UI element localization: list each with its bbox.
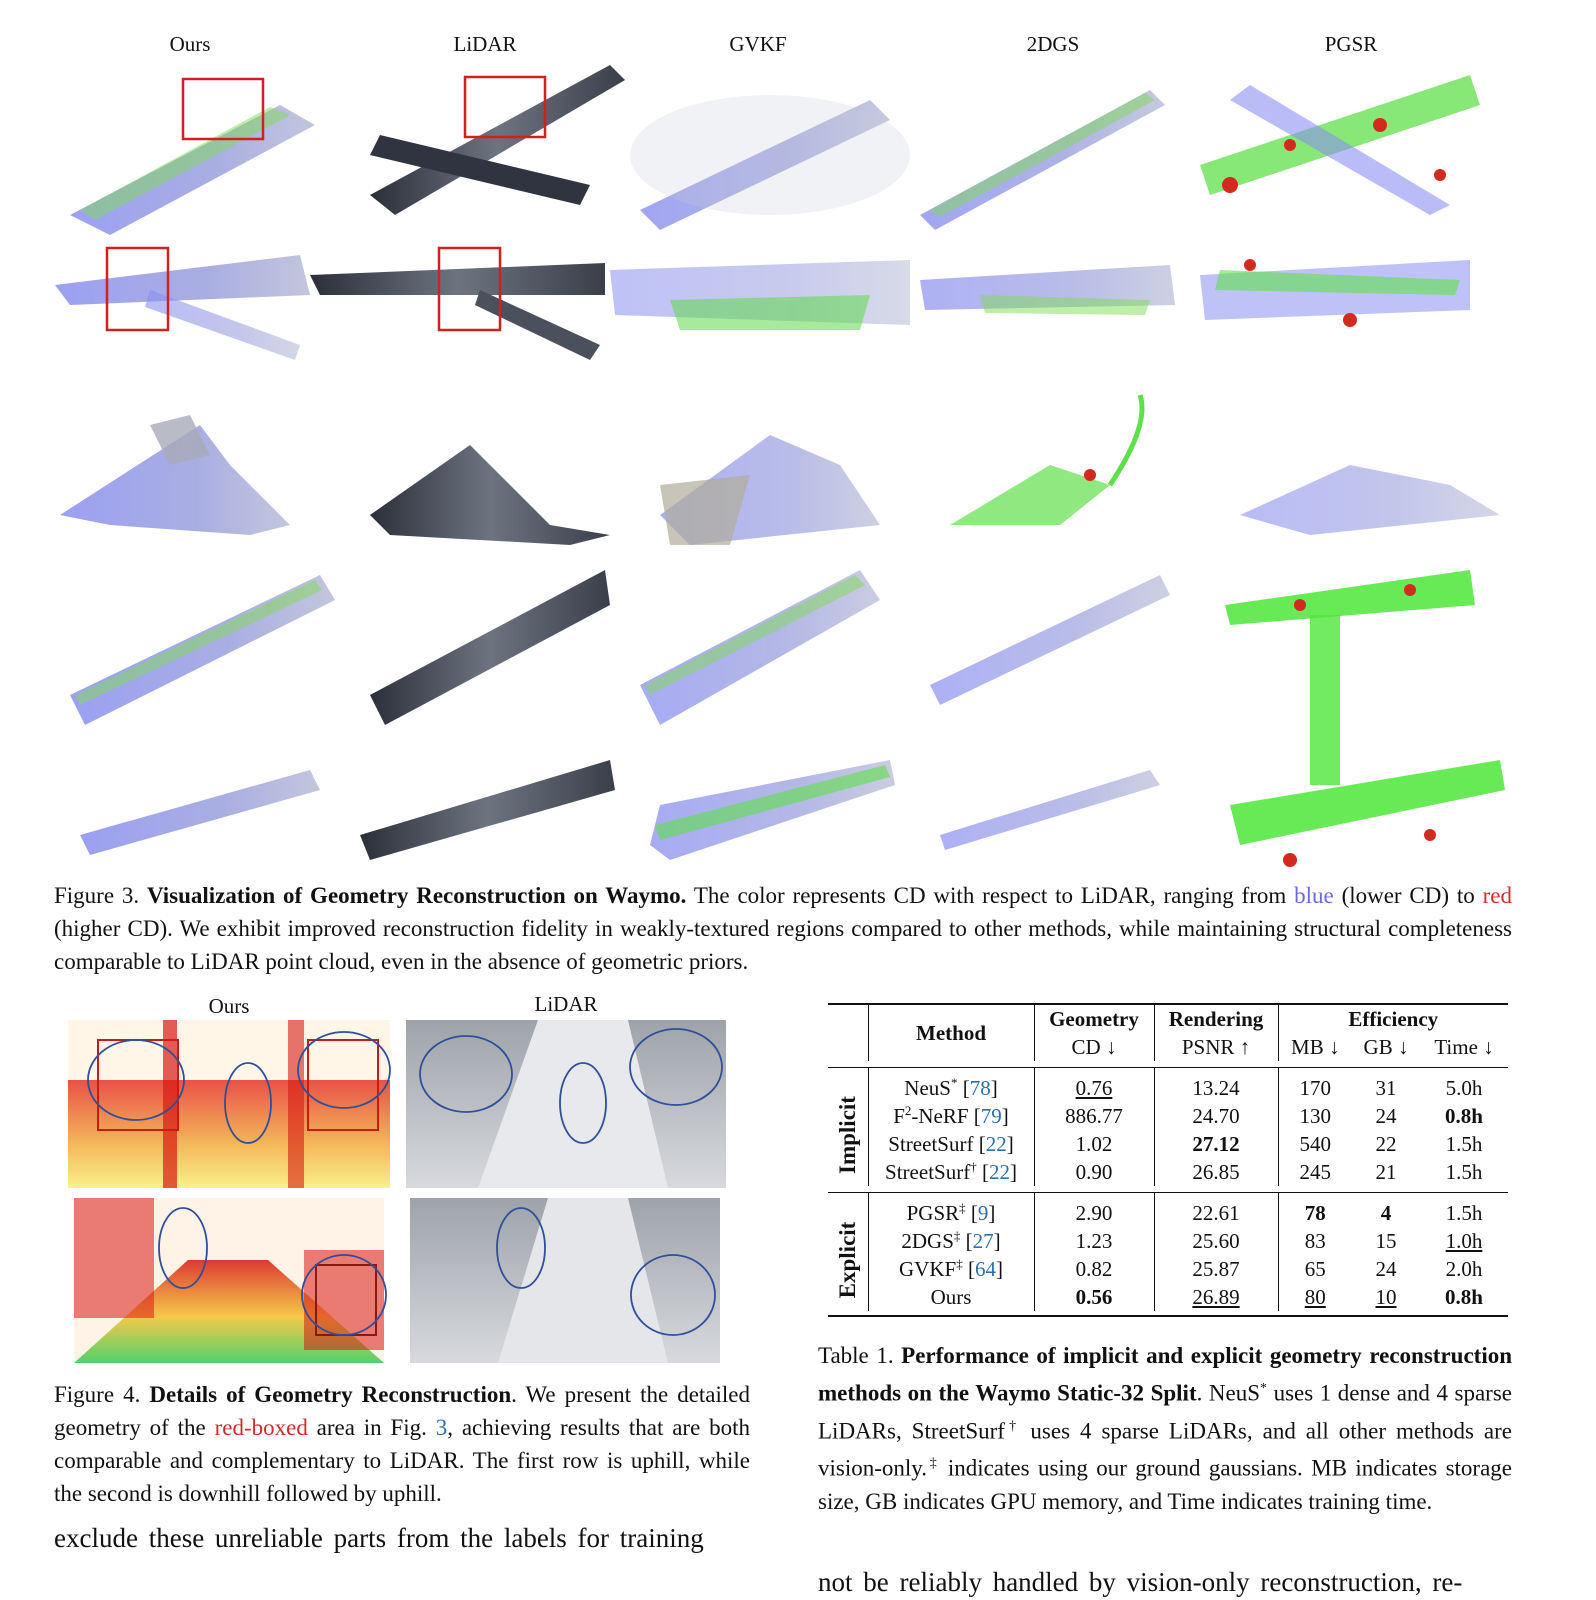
fig3-caption-c: (higher CD). We exhibit improved reconstruction fidelity in weakly-textured regions compared to other methods, while maintaining structural completeness comparable to LiDAR point cloud, even in the absence of geometric priors. [54,916,1512,974]
th-rendering: Rendering [1154,1005,1278,1033]
fig3-caption-b: (lower CD) to [1341,883,1475,908]
row-ours-method: Ours [868,1283,1034,1311]
fig4-col-lidar: LiDAR [534,992,598,1016]
fig3-col-2dgs: 2DGS [1026,32,1080,56]
th-mb: MB ↓ [1291,1034,1340,1059]
row-streetsurf-psnr: 27.12 [1154,1130,1278,1158]
fig3-col-gvkf: GVKF [729,32,787,56]
fig4-ours-uphill [68,1020,390,1188]
fig3-caption-prefix: Figure 3. [54,883,140,908]
fig4-caption-prefix: Figure 4. [54,1382,141,1407]
row-ours-psnr: 26.89 [1154,1283,1278,1311]
row-2dgs-mb: 83 [1304,1228,1326,1253]
row-2dgs-method: 2DGS‡ [27] [868,1227,1034,1255]
th-gb: GB ↓ [1363,1034,1409,1059]
group-implicit: Implicit [828,1074,868,1186]
fig4-caption-c: , achieving results that are both comparable and complementary to LiDAR. The first row is uphill, while the second is downhill followed by uphill. [54,1415,751,1506]
fig3-r2-lidar [310,248,605,360]
row-f2nerf-gb: 24 [1375,1103,1397,1128]
row-neus-method: NeuS* [78] [868,1074,1034,1102]
fig3-r1-2dgs [920,90,1165,230]
row-neus-cd: 0.76 [1034,1074,1154,1102]
row-ours-gb: 10 [1375,1284,1397,1309]
row-streetsurf-dagger-time: 1.5h [1445,1159,1483,1184]
row-streetsurf-dagger-gb: 21 [1375,1159,1397,1184]
fig4-detail-grid [68,1020,728,1365]
fig4-caption-a: . We present the detailed geometry of the [54,1382,750,1440]
row-ours-mb: 80 [1304,1284,1326,1309]
row-neus-gb: 31 [1375,1075,1397,1100]
fig3-caption-blue: blue [1294,883,1334,908]
fig3-r4-2dgs [930,575,1170,705]
row-gvkf-mb: 65 [1304,1256,1326,1281]
fig3-r1-ours [70,79,315,235]
fig3-r3-ours [60,415,290,535]
th-time: Time ↓ [1434,1034,1494,1059]
fig4-col-ours: Ours [208,994,250,1018]
row-f2nerf-cd: 886.77 [1034,1102,1154,1130]
fig4-caption-title: Details of Geometry Reconstruction [149,1382,512,1407]
fig3-r2-2dgs [920,265,1175,315]
row-pgsr-psnr: 22.61 [1154,1199,1278,1227]
fig4-caption-red: red-boxed [214,1415,308,1440]
figure4-caption [54,1378,750,1510]
fig3-r4-ours [70,575,335,725]
fig3-r4-pgsr [1225,570,1475,785]
row-f2nerf-psnr: 24.70 [1154,1102,1278,1130]
table1-caption-b: uses 1 dense and 4 sparse LiDARs, StreetSurf [818,1380,1512,1444]
row-pgsr-mb: 78 [1304,1200,1326,1225]
row-2dgs-cd: 1.23 [1034,1227,1154,1255]
fig4-lidar-downhill [410,1198,720,1363]
row-streetsurf-mb: 540 [1299,1131,1331,1156]
fig3-r3-lidar [370,445,610,545]
row-f2nerf-time: 0.8h [1445,1103,1483,1128]
fig3-r5-lidar [360,760,615,860]
row-streetsurf-dagger-method: StreetSurf† [22] [868,1158,1034,1186]
row-pgsr-method: PGSR‡ [9] [868,1199,1034,1227]
fig3-caption-a: The color represents CD with respect to LiDAR, ranging from [693,883,1287,908]
th-method: Method [868,1005,1034,1061]
row-2dgs-psnr: 25.60 [1154,1227,1278,1255]
group-explicit: Explicit [828,1199,868,1311]
table1-caption-prefix: Table 1. [818,1343,894,1368]
table1-caption-a: . NeuS [1196,1380,1261,1406]
row-streetsurf-gb: 22 [1375,1131,1397,1156]
fig3-r1-pgsr [1200,75,1480,215]
table1-caption: Table 1. Performance of implicit and explicit geometry reconstruction methods on the Waymo Static-32 Split. NeuS* uses 1 dense and 4 sparse LiDARs, StreetSurf† uses 4 sparse LiDARs, and all other methods are vision-only.‡ indicates using our ground gaussians. MB indicates storage size, GB indicates GPU memory, and Time indicates training time. [818,1343,1513,1514]
row-neus-psnr: 13.24 [1154,1074,1278,1102]
row-gvkf-gb: 24 [1375,1256,1397,1281]
fig3-r5-ours [80,770,320,855]
th-geometry: Geometry [1034,1005,1154,1033]
fig3-r3-gvkf [660,435,880,545]
row-gvkf-time: 2.0h [1445,1256,1483,1281]
figure3-caption [54,879,1512,978]
fig3-r4-gvkf [640,570,880,725]
fig3-col-pgsr: PGSR [1324,32,1378,56]
th-psnr: PSNR ↑ [1154,1033,1278,1061]
row-f2nerf-method: $F^2$-NeRF [79] [868,1102,1034,1130]
fig4-caption-b: area in Fig. [316,1415,427,1440]
row-gvkf-cd: 0.82 [1034,1255,1154,1283]
fig3-r5-gvkf [650,760,895,860]
table1 [828,1003,1508,1317]
row-pgsr-time: 1.5h [1445,1200,1483,1225]
th-efficiency: Efficiency [1348,1006,1439,1031]
fig4-ours-downhill [74,1198,386,1363]
fig3-r3-2dgs [950,395,1142,525]
table1-caption-title: Performance of implicit and explicit geometry reconstruction methods on the Waymo Static-32 Split [818,1343,1513,1406]
row-gvkf-psnr: 25.87 [1154,1255,1278,1283]
fig3-reconstruction-grid [50,45,1550,885]
row-neus-mb: 170 [1299,1075,1331,1100]
row-2dgs-time: 1.0h [1445,1228,1483,1253]
row-pgsr-gb: 4 [1380,1200,1392,1225]
fig4-lidar-uphill [406,1020,726,1188]
row-streetsurf-dagger-mb: 245 [1299,1159,1331,1184]
row-streetsurf-cd: 1.02 [1034,1130,1154,1158]
body-text-right: not be reliably handled by vision-only reconstruction, re- [818,1567,1463,1597]
row-ours-cd: 0.56 [1034,1283,1154,1311]
fig3-col-lidar: LiDAR [453,32,517,56]
row-streetsurf-time: 1.5h [1445,1131,1483,1156]
row-gvkf-method: GVKF‡ [64] [868,1255,1034,1283]
th-cd: CD ↓ [1034,1033,1154,1061]
fig4-caption-ref: 3 [435,1415,448,1440]
fig3-r4-lidar [370,570,610,725]
row-streetsurf-dagger-psnr: 26.85 [1154,1158,1278,1186]
fig3-r5-2dgs [940,770,1160,850]
fig3-r2-gvkf [610,260,910,330]
table1-grid [828,1005,1508,1311]
row-f2nerf-mb: 130 [1299,1103,1331,1128]
row-2dgs-gb: 15 [1375,1228,1397,1253]
fig3-caption-title: Visualization of Geometry Reconstruction on Waymo. [147,883,687,908]
row-ours-time: 0.8h [1445,1284,1483,1309]
row-neus-time: 5.0h [1445,1075,1483,1100]
fig3-r2-pgsr [1200,259,1470,327]
body-text-left: exclude these unreliable parts from the labels for training [54,1523,704,1553]
row-streetsurf-dagger-cd: 0.90 [1034,1158,1154,1186]
row-streetsurf-method: StreetSurf [22] [868,1130,1034,1158]
fig3-r2-ours [55,248,310,360]
fig3-r1-lidar [370,65,625,215]
row-pgsr-cd: 2.90 [1034,1199,1154,1227]
fig3-r3-pgsr [1240,465,1500,535]
fig3-caption-red: red [1482,883,1512,908]
fig3-col-ours: Ours [169,32,211,56]
fig3-r5-pgsr [1230,760,1505,867]
table1-caption-d: indicates using our ground gaussians. MB indicates storage size, GB indicates GPU memory, and Time indicates training time. [818,1455,1513,1514]
table1-caption-c: uses 4 sparse LiDARs, and all other methods are vision-only. [818,1418,1513,1481]
fig3-r1-gvkf [630,95,910,230]
